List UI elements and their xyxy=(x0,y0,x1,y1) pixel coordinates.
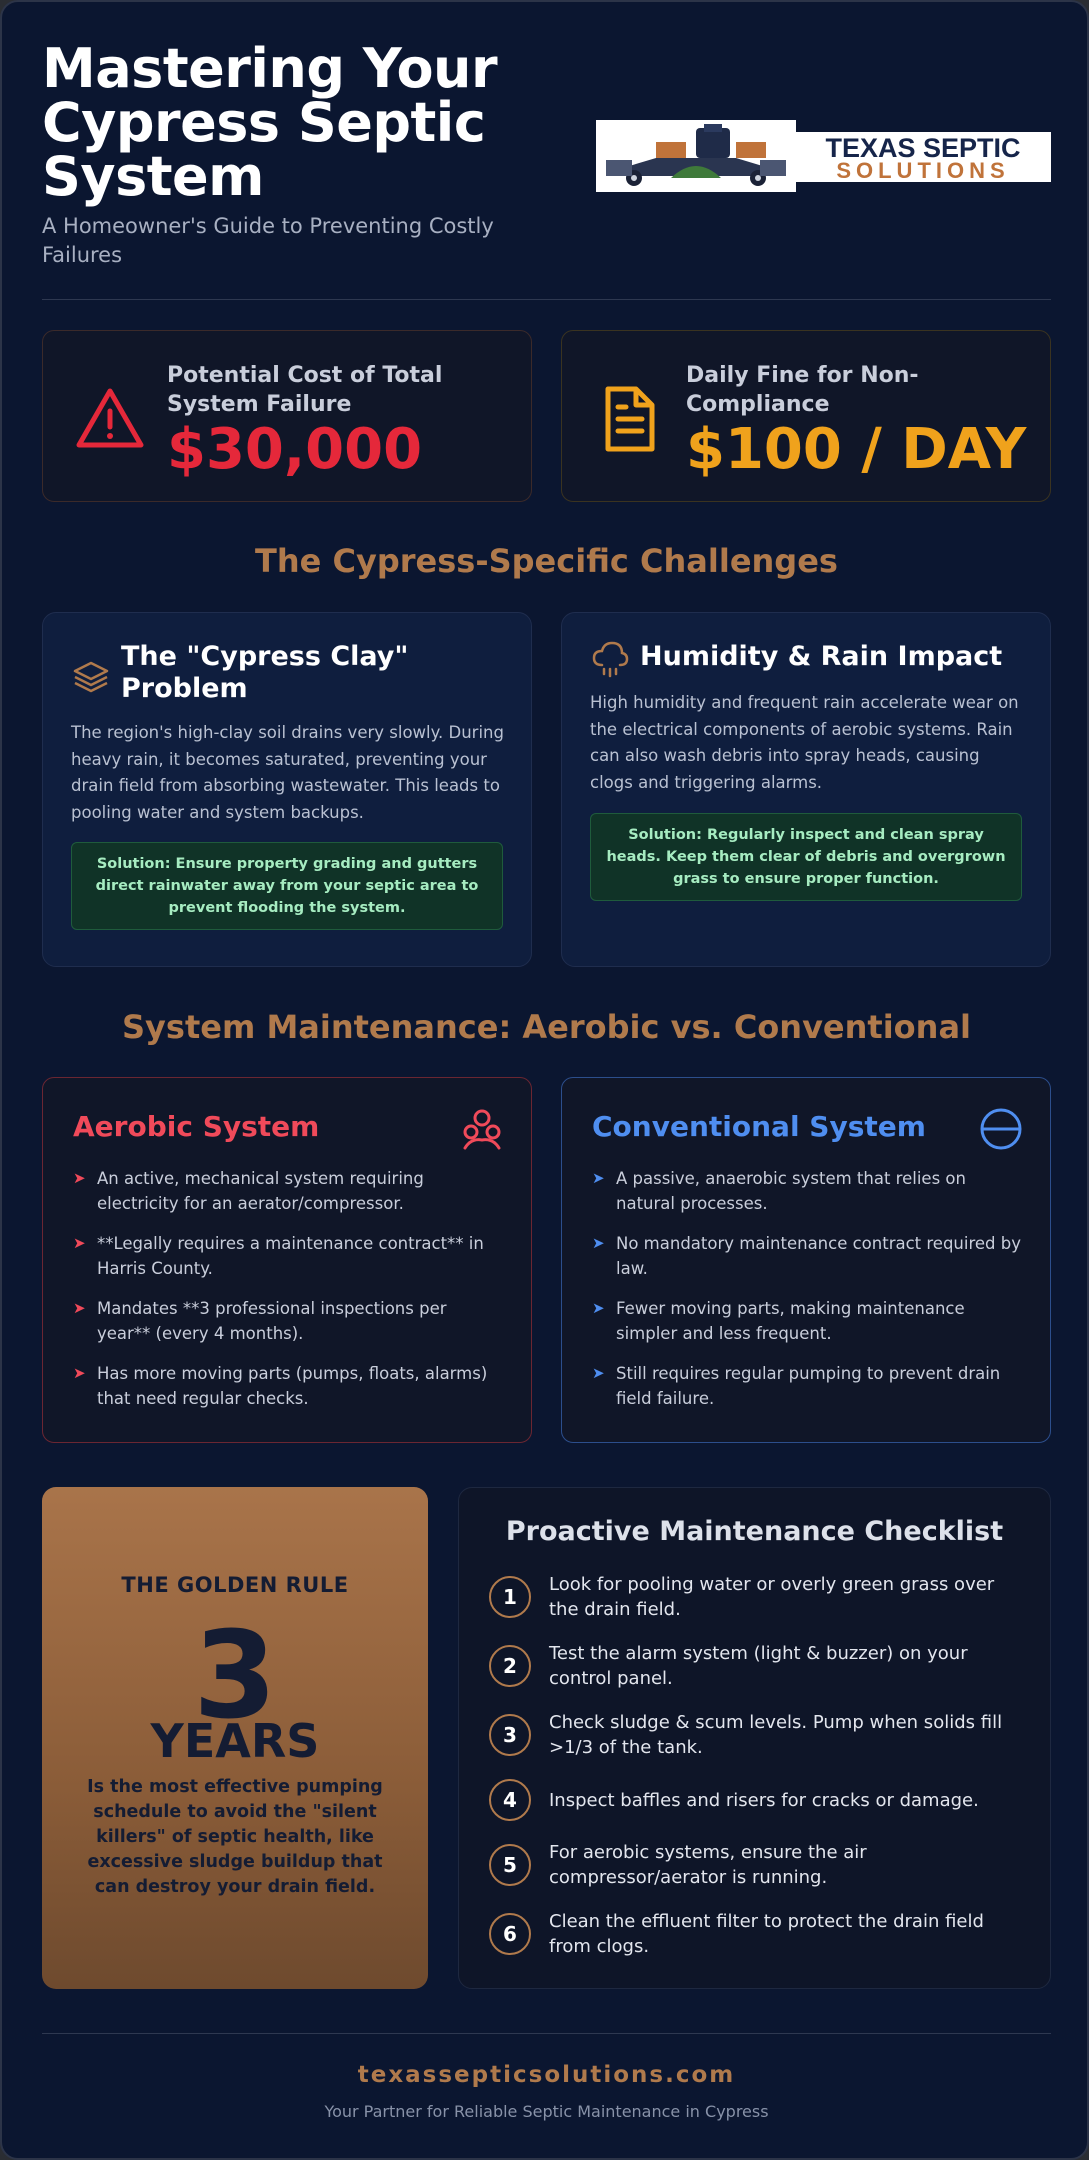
step-number: 4 xyxy=(489,1779,531,1821)
challenge-card-humidity xyxy=(561,612,1051,967)
bullet-arrow-icon: ➤ xyxy=(73,1234,86,1252)
list-item xyxy=(592,1166,1022,1216)
list-item xyxy=(592,1231,1022,1281)
challenge-body: High humidity and frequent rain accelerate wear on the electrical components of aerobic systems. Rain can also wash debris into spray heads, causing clogs and triggering alarms. xyxy=(590,693,1019,792)
checklist-item xyxy=(489,1842,1029,1902)
conventional-system-card xyxy=(561,1077,1051,1443)
checklist-item-text: Look for pooling water or overly green grass over the drain field. xyxy=(549,1574,995,1620)
list-item xyxy=(73,1296,503,1346)
golden-rule-card xyxy=(42,1487,428,1989)
list-item-text: **Legally requires a maintenance contract** in Harris County. xyxy=(97,1234,484,1278)
checklist-item xyxy=(489,1643,1029,1703)
list-item-text: A passive, anaerobic system that relies on natural processes. xyxy=(616,1169,966,1213)
logo-text-bottom: SOLUTIONS xyxy=(836,158,1010,183)
list-item xyxy=(73,1166,503,1216)
bullet-arrow-icon: ➤ xyxy=(592,1299,605,1317)
stat-value: $30,000 xyxy=(167,417,423,482)
checklist-item xyxy=(489,1911,1029,1971)
stat-card-failure-cost xyxy=(42,330,532,502)
challenge-body: The region's high-clay soil drains very slowly. During heavy rain, it becomes saturated, preventing your drain field from absorbing wastewater. This leads to pooling water and system backups. xyxy=(71,723,504,822)
step-number: 5 xyxy=(489,1844,531,1886)
document-icon xyxy=(592,383,666,457)
list-item xyxy=(592,1296,1022,1346)
step-number: 6 xyxy=(489,1913,531,1955)
footer-tagline: Your Partner for Reliable Septic Maintenance in Cypress xyxy=(324,2102,769,2121)
checklist-item xyxy=(489,1574,1029,1634)
checklist-item-text: For aerobic systems, ensure the air compressor/aerator is running. xyxy=(549,1842,867,1888)
golden-rule-description: Is the most effective pumping schedule to avoid the "silent killers" of septic health, like excessive sludge buildup that can destroy your drain field. xyxy=(87,1777,383,1897)
checklist-title: Proactive Maintenance Checklist xyxy=(505,1516,1004,1547)
list-item-text: Has more moving parts (pumps, floats, alarms) that need regular checks. xyxy=(97,1364,488,1408)
bullet-arrow-icon: ➤ xyxy=(73,1169,86,1187)
stat-label: Daily Fine for Non-Compliance xyxy=(686,363,919,417)
bullet-arrow-icon: ➤ xyxy=(592,1234,605,1252)
golden-rule-unit: YEARS xyxy=(150,1714,320,1768)
stat-value: $100 / DAY xyxy=(686,417,1027,482)
challenge-title: The "Cypress Clay" Problem xyxy=(121,641,409,704)
solution-box: Solution: Regularly inspect and clean spray heads. Keep them clear of debris and overgrown grass to ensure proper function. xyxy=(590,813,1022,901)
conventional-list xyxy=(592,1166,1022,1426)
divider xyxy=(42,299,1051,300)
aerobic-system-card xyxy=(42,1077,532,1443)
maintenance-title: System Maintenance: Aerobic vs. Conventional xyxy=(122,1008,971,1046)
minus-circle-icon xyxy=(978,1106,1024,1152)
logo-text-top: TEXAS SEPTIC xyxy=(825,133,1021,163)
list-item xyxy=(592,1361,1022,1411)
company-logo xyxy=(596,120,1051,192)
list-item-text: An active, mechanical system requiring electricity for an aerator/compressor. xyxy=(97,1169,424,1213)
golden-rule-heading: THE GOLDEN RULE xyxy=(121,1573,349,1597)
cloud-rain-icon xyxy=(590,639,630,679)
users-icon xyxy=(459,1106,505,1152)
bullet-arrow-icon: ➤ xyxy=(73,1299,86,1317)
bullet-arrow-icon: ➤ xyxy=(73,1364,86,1382)
checklist-item xyxy=(489,1712,1029,1772)
checklist-item-text: Check sludge & scum levels. Pump when solids fill >1/3 of the tank. xyxy=(549,1712,1003,1758)
page-subtitle: A Homeowner's Guide to Preventing Costly Failures xyxy=(42,214,494,267)
list-item xyxy=(73,1231,503,1281)
step-number: 2 xyxy=(489,1645,531,1687)
list-item-text: No mandatory maintenance contract required by law. xyxy=(616,1234,1021,1278)
footer-divider xyxy=(42,2033,1051,2034)
solution-box: Solution: Ensure property grading and gutters direct rainwater away from your septic area to prevent flooding the system. xyxy=(71,842,503,930)
maintenance-checklist xyxy=(458,1487,1051,1989)
step-number: 1 xyxy=(489,1576,531,1618)
list-item-text: Mandates **3 professional inspections per year** (every 4 months). xyxy=(97,1299,447,1343)
list-item-text: Still requires regular pumping to prevent drain field failure. xyxy=(616,1364,1001,1408)
bullet-arrow-icon: ➤ xyxy=(592,1364,605,1382)
challenge-card-clay xyxy=(42,612,532,967)
footer-website-link[interactable]: texassepticsolutions.com xyxy=(357,2062,736,2088)
challenges-title: The Cypress-Specific Challenges xyxy=(255,542,838,580)
checklist-item-text: Test the alarm system (light & buzzer) on your control panel. xyxy=(549,1643,968,1689)
stat-card-daily-fine xyxy=(561,330,1051,502)
step-number: 3 xyxy=(489,1714,531,1756)
bullet-arrow-icon: ➤ xyxy=(592,1169,605,1187)
golden-rule-number: 3 xyxy=(193,1607,277,1746)
conventional-title: Conventional System xyxy=(592,1110,926,1143)
page-title: Mastering Your Cypress Septic System xyxy=(42,37,498,208)
checklist-item xyxy=(489,1777,1029,1837)
list-item xyxy=(73,1361,503,1411)
challenge-title: Humidity & Rain Impact xyxy=(640,641,1003,672)
warning-triangle-icon xyxy=(73,383,147,457)
checklist-item-text: Clean the effluent filter to protect the drain field from clogs. xyxy=(549,1911,984,1957)
aerobic-list xyxy=(73,1166,503,1426)
checklist-item-text: Inspect baffles and risers for cracks or damage. xyxy=(549,1790,979,1811)
aerobic-title: Aerobic System xyxy=(73,1110,320,1143)
layers-icon xyxy=(71,657,111,697)
stat-label: Potential Cost of Total System Failure xyxy=(167,363,443,417)
list-item-text: Fewer moving parts, making maintenance simpler and less frequent. xyxy=(616,1299,965,1343)
